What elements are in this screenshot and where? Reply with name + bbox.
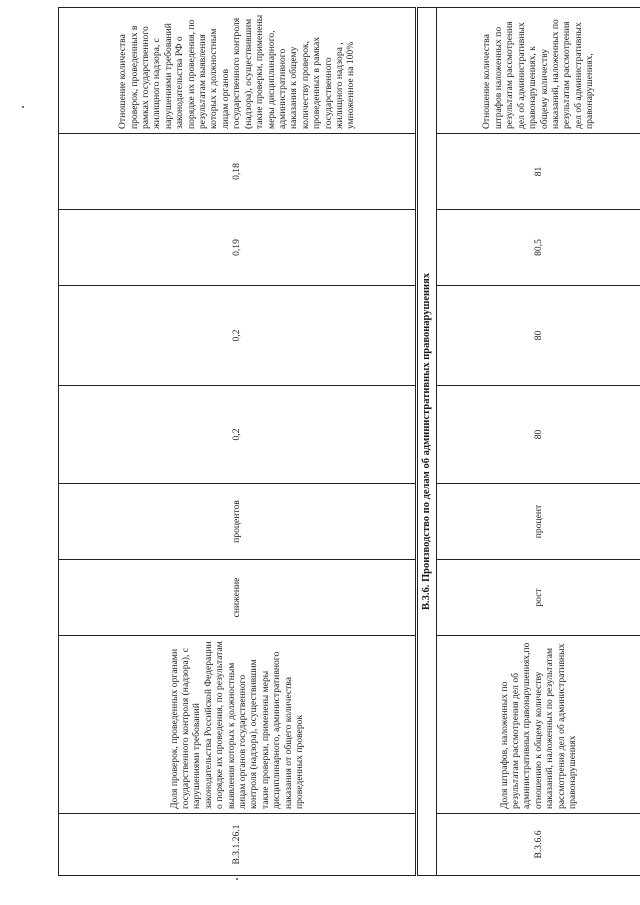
value-cell: 0,2 bbox=[59, 286, 417, 386]
value-cell: 80 bbox=[437, 386, 640, 484]
trend-direction: снижение bbox=[59, 560, 417, 636]
scan-speck bbox=[22, 106, 24, 108]
table-row bbox=[59, 8, 417, 876]
section-title: В.3.6. Производство по делам об административных правонарушениях bbox=[417, 8, 437, 876]
rotated-document-page bbox=[58, 8, 640, 876]
calculation-method: Отношение количества штрафов наложенных по результатам рассмотрения дел об административных правонарушениях, к общему количеству наказаний, наложенных по результатам рассмотрения дел об административных правонарушениях, bbox=[437, 8, 640, 134]
value-cell: 0,19 bbox=[59, 210, 417, 286]
value-cell: 80 bbox=[437, 286, 640, 386]
indicators-table bbox=[58, 7, 640, 876]
indicator-code: В.3.1.26.1 bbox=[59, 814, 417, 876]
section-header-row bbox=[417, 8, 437, 876]
indicator-name: Доля штрафов, наложенных по результатам рассмотрения дел об административных правонарушениях,по отношению к общему количеству наказаний, наложенных по результатам рассмотрения дел об административных правонарушениях bbox=[437, 636, 640, 814]
value-cell: 0,18 bbox=[59, 134, 417, 210]
indicator-name: Доля проверок, проведенных органами государственного контроля (надзора), с нарушениями требований законодательства Российской Федерации о порядке их проведения, по результатам выявления которых к должностным лицам органов государственного контроля (надзора), осуществившим такие проверки, применены меры дисциплинарного, административного наказания от общего количества проведенных проверок bbox=[59, 636, 417, 814]
value-cell: 0,2 bbox=[59, 386, 417, 484]
unit-of-measure: процент bbox=[437, 484, 640, 560]
unit-of-measure: процентов bbox=[59, 484, 417, 560]
value-cell: 81 bbox=[437, 134, 640, 210]
table-row bbox=[437, 8, 640, 876]
scan-speck bbox=[236, 878, 238, 880]
trend-direction: рост bbox=[437, 560, 640, 636]
indicator-code: В.3.6.6 bbox=[437, 814, 640, 876]
value-cell: 80,5 bbox=[437, 210, 640, 286]
calculation-method: Отношение количества проверок, проведенных в рамках государственного жилищного надзора, с нарушениями требований законодательства РФ о порядке их проведения, по результатам выявления которых к должностным лицам органов государственного контроля (надзора), осуществившим такие проверки, применены меры дисциплинарного, административного наказания к общему количеству проверок, проведенных в рамках государственного жилищного надзора , умноженное на 100% bbox=[59, 8, 417, 134]
